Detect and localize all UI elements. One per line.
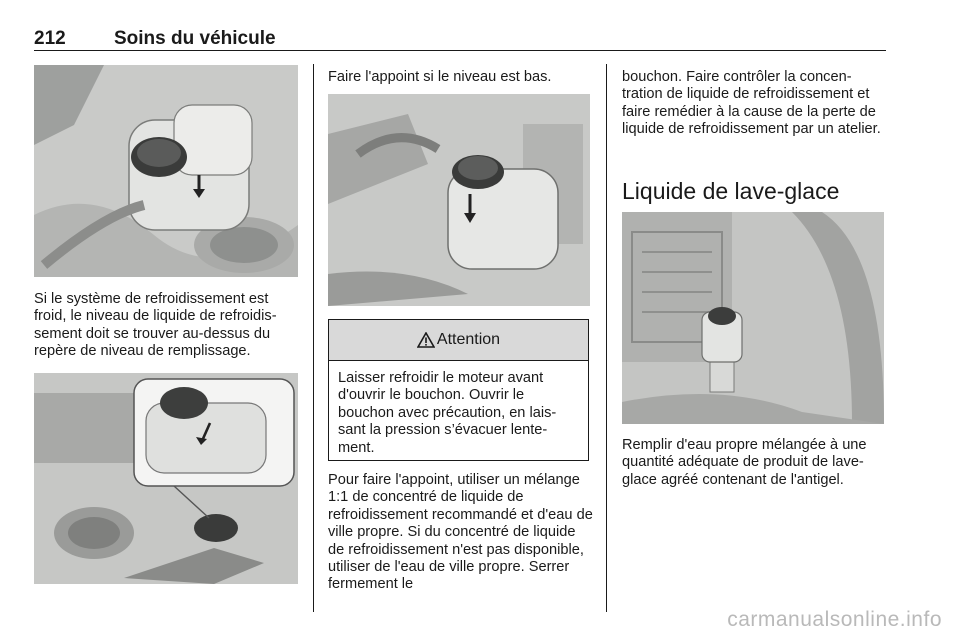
warning-triangle-icon [417, 332, 435, 348]
column-divider-1 [313, 64, 314, 612]
page-number: 212 [34, 28, 66, 49]
warning-text: Laisser refroidir le moteur avant d'ouvrir le bouchon. Ouvrir le bouchon avec précaution, en lais-sant la pression s’évacuer lente-ment. [338, 370, 557, 456]
page-title: Soins du véhicule [114, 28, 276, 49]
washer-fluid-reservoir-photo [622, 212, 884, 424]
warning-title: Attention [436, 331, 501, 348]
washer-fluid-heading: Liquide de lave-glace [622, 178, 840, 204]
top-up-instruction: Faire l'appoint si le niveau est bas. [328, 69, 552, 85]
page-header [34, 28, 886, 51]
watermark: carmanualsonline.info [727, 608, 942, 631]
coolant-reservoir-photo-1 [34, 65, 298, 277]
coolant-cap-photo [328, 94, 590, 306]
warning-header [329, 320, 588, 361]
coolant-check-paragraph: bouchon. Faire contrôler la concen-tration de liquide de refroidissement et faire remédier à la cause de la perte de liquide de refroidissement par un atelier. [622, 69, 881, 138]
coolant-reservoir-photo-2 [34, 373, 298, 584]
warning-box [328, 319, 589, 461]
top-up-mixture-paragraph: Pour faire l'appoint, utiliser un mélange 1:1 de concentré de liquide de refroidissement recommandé et d'eau de ville propre. Si du concentré de liquide de refroidissement n'est pas disponible, utiliser de l'eau de ville propre. Serrer fermement le [328, 472, 593, 593]
washer-fluid-paragraph: Remplir d'eau propre mélangée à une quantité adéquate de produit de lave-glace agréé contenant de l'antigel. [622, 437, 867, 488]
coolant-level-paragraph: Si le système de refroidissement est froid, le niveau de liquide de refroidis-sement doit se trouver au-dessus du repère de niveau de remplissage. [34, 291, 277, 360]
column-divider-2 [606, 64, 607, 612]
